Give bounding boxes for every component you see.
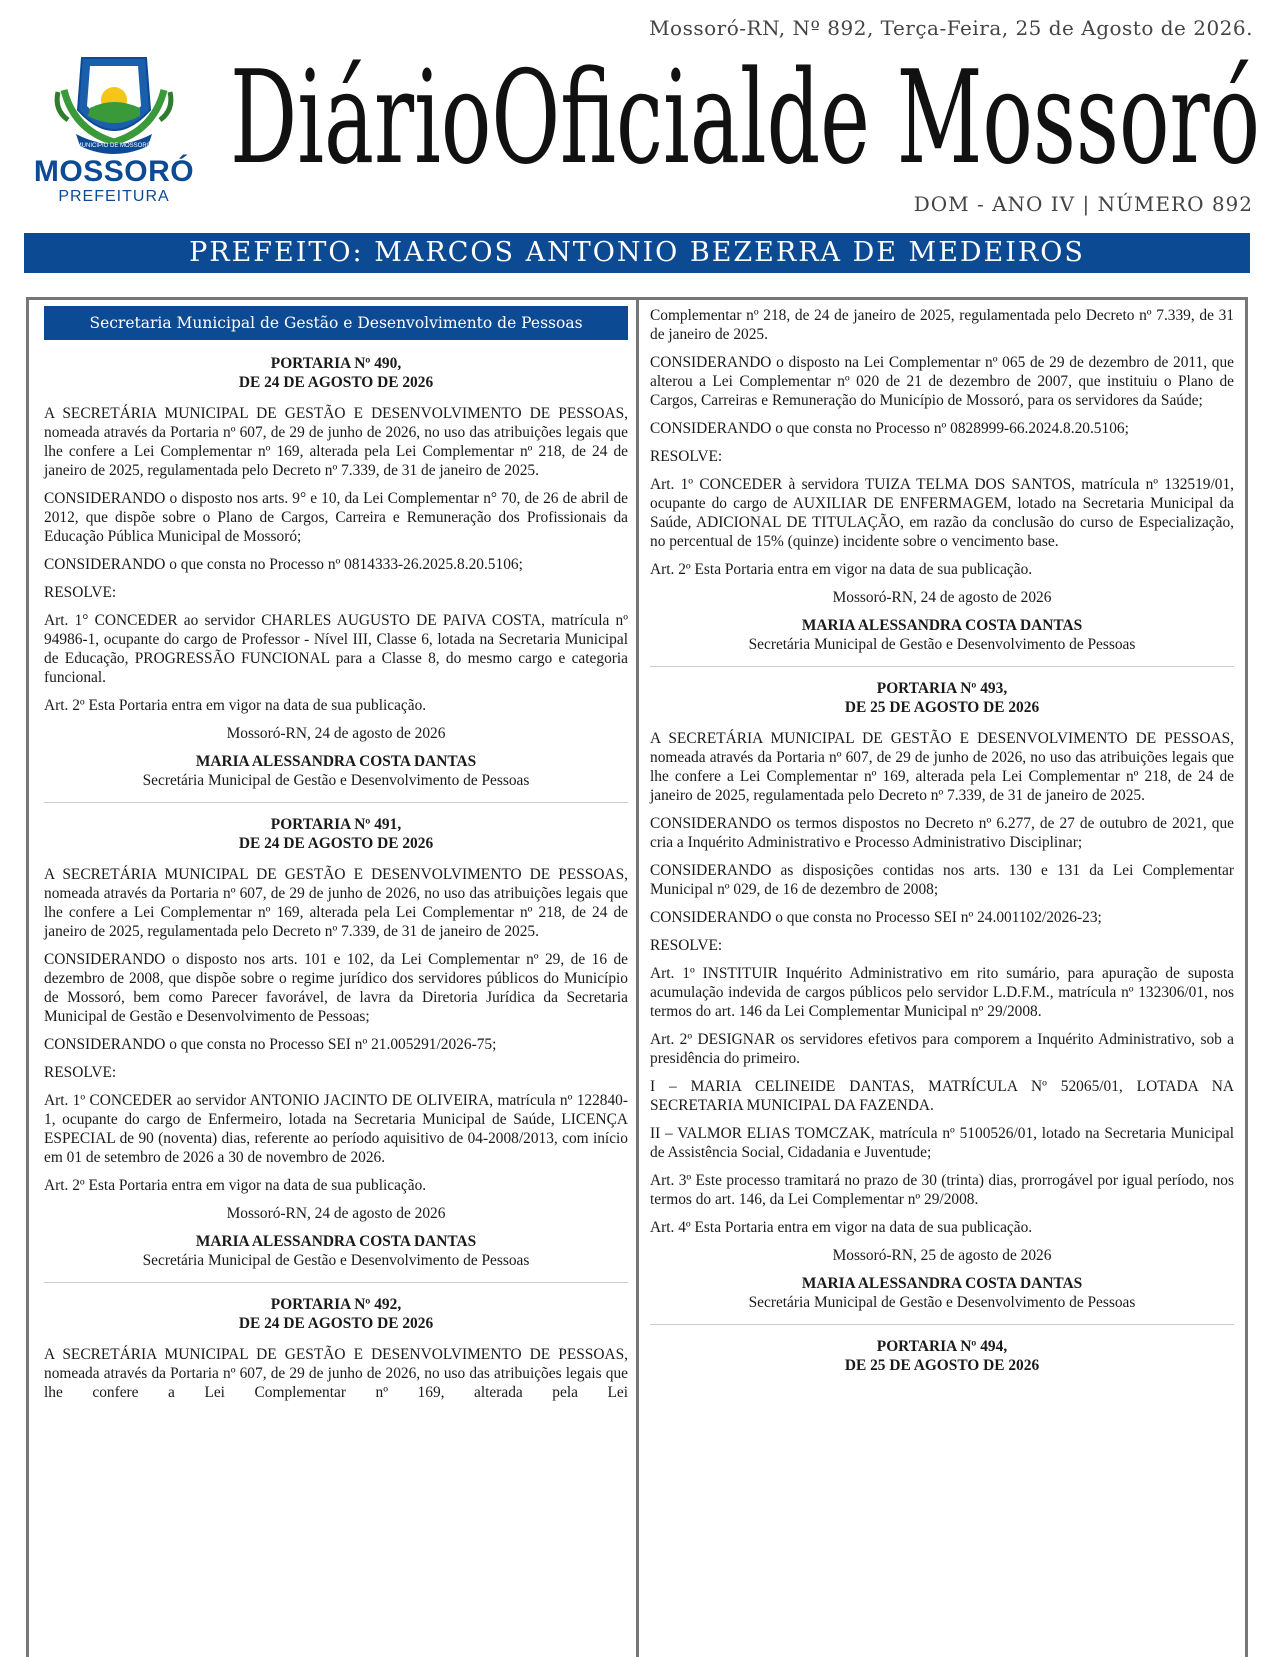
p493-item-1: I – MARIA CELINEIDE DANTAS, MATRÍCULA Nº 52065/01, LOTADA NA SECRETARIA MUNICIPAL DA FAZENDA. (650, 1078, 1234, 1114)
p493-art-3: Art. 3º Este processo tramitará no prazo de 30 (trinta) dias, prorrogável por igual período, nos termos do art. 146, da Lei Complementar nº 29/2008. (650, 1172, 1234, 1208)
p493-art-2: Art. 2º DESIGNAR os servidores efetivos para comporem a Inquérito Administrativo, sob a presidência do primeiro. (650, 1031, 1234, 1067)
prefeito-banner: PREFEITO: MARCOS ANTONIO BEZERRA DE MEDEIROS (24, 233, 1250, 273)
separator (44, 802, 628, 803)
separator (650, 666, 1234, 667)
edition-line: Mossoró-RN, Nº 892, Terça-Feira, 25 de Agosto de 2026. (649, 16, 1253, 40)
p493-signer-name: MARIA ALESSANDRA COSTA DANTAS (801, 1275, 1083, 1292)
p490-considerando-1: CONSIDERANDO o disposto nos arts. 9° e 10, da Lei Complementar n° 70, de 26 de abril de 2012, que dispõe sobre o Plano de Cargos, Carreira e Remuneração dos Profissionais da Educação Pública Municipal de Mossoró; (44, 490, 628, 545)
logo-ribbon-text: MUNICÍPIO DE MOSSORÓ (76, 143, 152, 149)
portaria-492-title: PORTARIA Nº 492, DE 24 DE AGOSTO DE 2026 (238, 1296, 434, 1332)
p490-art-1: Art. 1° CONCEDER ao servidor CHARLES AUGUSTO DE PAIVA COSTA, matrícula nº 94986-1, ocupante do cargo de Professor - Nível III, Classe 6, lotada na Secretaria Municipal de Educação, PROGRESSÃO FUNCIONAL para a Classe 8, do mesmo cargo e categoria funcional. (44, 612, 628, 686)
p490-art-2: Art. 2º Esta Portaria entra em vigor na data de sua publicação. (44, 697, 427, 714)
p490-resolve: RESOLVE: (44, 584, 117, 601)
portaria-491-title: PORTARIA Nº 491, DE 24 DE AGOSTO DE 2026 (238, 816, 434, 852)
separator (44, 1282, 628, 1283)
p493-considerando-1: CONSIDERANDO os termos dispostos no Decreto nº 6.277, de 27 de outubro de 2021, que cria a Inquérito Administrativo e Processo Administrativo Disciplinar; (650, 815, 1234, 851)
left-column (44, 306, 628, 1411)
p491-place-date: Mossoró-RN, 24 de agosto de 2026 (226, 1205, 446, 1222)
right-column (650, 306, 1234, 1387)
p492-considerando-1: CONSIDERANDO o disposto na Lei Complementar nº 065 de 29 de dezembro de 2011, que alterou a Lei Complementar nº 020 de 21 de dezembro de 2007, que instituiu o Plano de Cargos, Carreiras e Remuneração do Município de Mossoró, para os servidores da Saúde; (650, 354, 1234, 409)
section-header: Secretaria Municipal de Gestão e Desenvolvimento de Pessoas (44, 306, 628, 340)
separator (650, 1324, 1234, 1325)
p490-signer-role: Secretária Municipal de Gestão e Desenvolvimento de Pessoas (142, 772, 530, 789)
p490-place-date: Mossoró-RN, 24 de agosto de 2026 (226, 725, 446, 742)
p492-intro-start: A SECRETÁRIA MUNICIPAL DE GESTÃO E DESENVOLVIMENTO DE PESSOAS, nomeada através da Portaria nº 607, de 29 de junho de 2026, no uso das atribuições legais que lhe confere a Lei Complementar nº 169, alterada pela Lei (44, 1346, 628, 1401)
portaria-490-title: PORTARIA Nº 490, DE 24 DE AGOSTO DE 2026 (238, 355, 434, 391)
p493-signer-role: Secretária Municipal de Gestão e Desenvolvimento de Pessoas (748, 1294, 1136, 1311)
p492-place-date: Mossoró-RN, 24 de agosto de 2026 (832, 589, 1052, 606)
masthead-text: DiárioOficialde Mossoró (230, 44, 1260, 180)
p492-signer-name: MARIA ALESSANDRA COSTA DANTAS (801, 617, 1083, 634)
p493-resolve: RESOLVE: (650, 937, 723, 954)
p490-considerando-2: CONSIDERANDO o que consta no Processo nº 0814333-26.2025.8.20.5106; (44, 556, 523, 573)
p491-considerando-2: CONSIDERANDO o que consta no Processo SEI nº 21.005291/2026-75; (44, 1036, 497, 1053)
dom-number-line: DOM - ANO IV | NÚMERO 892 (913, 192, 1253, 216)
p491-art-1: Art. 1º CONCEDER ao servidor ANTONIO JACINTO DE OLIVEIRA, matrícula nº 122840-1, ocupante do cargo de Enfermeiro, lotada na Secretaria Municipal de Saúde, LICENÇA ESPECIAL de 90 (noventa) dias, referente ao período aquisitivo de 04-2008/2013, com início em 01 de setembro de 2026 a 30 de novembro de 2026. (44, 1092, 628, 1166)
p493-intro: A SECRETÁRIA MUNICIPAL DE GESTÃO E DESENVOLVIMENTO DE PESSOAS, nomeada através da Portaria nº 607, de 29 de junho de 2026, no uso das atribuições legais que lhe confere a Lei Complementar nº 169, alterada pela Lei Complementar nº 218, de 24 de janeiro de 2025, regulamentada pelo Decreto nº 7.339, de 31 de janeiro de 2025. (650, 730, 1234, 804)
p492-art-2: Art. 2º Esta Portaria entra em vigor na data de sua publicação. (650, 561, 1033, 578)
p492-art-1: Art. 1º CONCEDER à servidora TUIZA TELMA DOS SANTOS, matrícula nº 132519/01, ocupante do cargo de AUXILIAR DE ENFERMAGEM, lotado na Secretaria Municipal da Saúde, ADICIONAL DE TITULAÇÃO, em razão da conclusão do curso de Especialização, no percentual de 15% (quinze) incidente sobre o vencimento base. (650, 476, 1234, 550)
p493-art-4: Art. 4º Esta Portaria entra em vigor na data de sua publicação. (650, 1219, 1033, 1236)
p493-considerando-3: CONSIDERANDO o que consta no Processo SEI nº 24.001102/2026-23; (650, 909, 1102, 926)
p493-art-1: Art. 1º INSTITUIR Inquérito Administrativo em rito sumário, para apuração de suposta acumulação indevida de cargos públicos pelo servidor L.D.F.M., matrícula nº 132306/01, nos termos do art. 146 da Lei Complementar Municipal nº 29/2008. (650, 965, 1234, 1020)
p493-item-2: II – VALMOR ELIAS TOMCZAK, matrícula nº 5100526/01, lotado na Secretaria Municipal de Assistência Social, Cidadania e Juventude; (650, 1125, 1234, 1161)
logo-subtitle: PREFEITURA (58, 188, 170, 205)
p491-considerando-1: CONSIDERANDO o disposto nos arts. 101 e 102, da Lei Complementar nº 29, de 16 de dezembro de 2008, que dispõe sobre o regime jurídico dos servidores públicos do Município de Mossoró, bem como Parecer favorável, de lavra da Diretoria Jurídica da Secretaria Municipal de Gestão e Desenvolvimento de Pessoas; (44, 951, 628, 1025)
p491-signer-name: MARIA ALESSANDRA COSTA DANTAS (195, 1233, 477, 1250)
p491-art-2: Art. 2º Esta Portaria entra em vigor na data de sua publicação. (44, 1177, 427, 1194)
portaria-494-title: PORTARIA Nº 494, DE 25 DE AGOSTO DE 2026 (844, 1338, 1040, 1374)
p493-place-date: Mossoró-RN, 25 de agosto de 2026 (832, 1247, 1052, 1264)
p492-signer-role: Secretária Municipal de Gestão e Desenvolvimento de Pessoas (748, 636, 1136, 653)
p490-signer-name: MARIA ALESSANDRA COSTA DANTAS (195, 753, 477, 770)
p491-signer-role: Secretária Municipal de Gestão e Desenvolvimento de Pessoas (142, 1252, 530, 1269)
p491-intro: A SECRETÁRIA MUNICIPAL DE GESTÃO E DESENVOLVIMENTO DE PESSOAS, nomeada através da Portaria nº 607, de 29 de junho de 2026, no uso das atribuições legais que lhe confere a Lei Complementar nº 169, alterada pela Lei Complementar nº 218, de 24 de janeiro de 2025, regulamentada pelo Decreto nº 7.339, de 31 de janeiro de 2025. (44, 866, 628, 940)
column-divider (636, 297, 639, 1657)
p492-resolve: RESOLVE: (650, 448, 723, 465)
p492-intro-end: Complementar nº 218, de 24 de janeiro de 2025, regulamentada pelo Decreto nº 7.339, de 31 de janeiro de 2025. (650, 307, 1234, 343)
p493-considerando-2: CONSIDERANDO as disposições contidas nos arts. 130 e 131 da Lei Complementar Municipal nº 029, de 16 de dezembro de 2008; (650, 862, 1234, 898)
logo-wordmark: MOSSORÓ (33, 155, 195, 188)
p492-considerando-2: CONSIDERANDO o que consta no Processo nº 0828999-66.2024.8.20.5106; (650, 420, 1129, 437)
portaria-493-title: PORTARIA Nº 493, DE 25 DE AGOSTO DE 2026 (844, 680, 1040, 716)
p491-resolve: RESOLVE: (44, 1064, 117, 1081)
p490-intro: A SECRETÁRIA MUNICIPAL DE GESTÃO E DESENVOLVIMENTO DE PESSOAS, nomeada através da Portaria nº 607, de 29 de junho de 2026, no uso das atribuições legais que lhe confere a Lei Complementar nº 169, alterada pela Lei Complementar nº 218, de 24 de janeiro de 2025, regulamentada pelo Decreto nº 7.339, de 31 de janeiro de 2025. (44, 405, 628, 479)
masthead-title (230, 40, 1260, 180)
